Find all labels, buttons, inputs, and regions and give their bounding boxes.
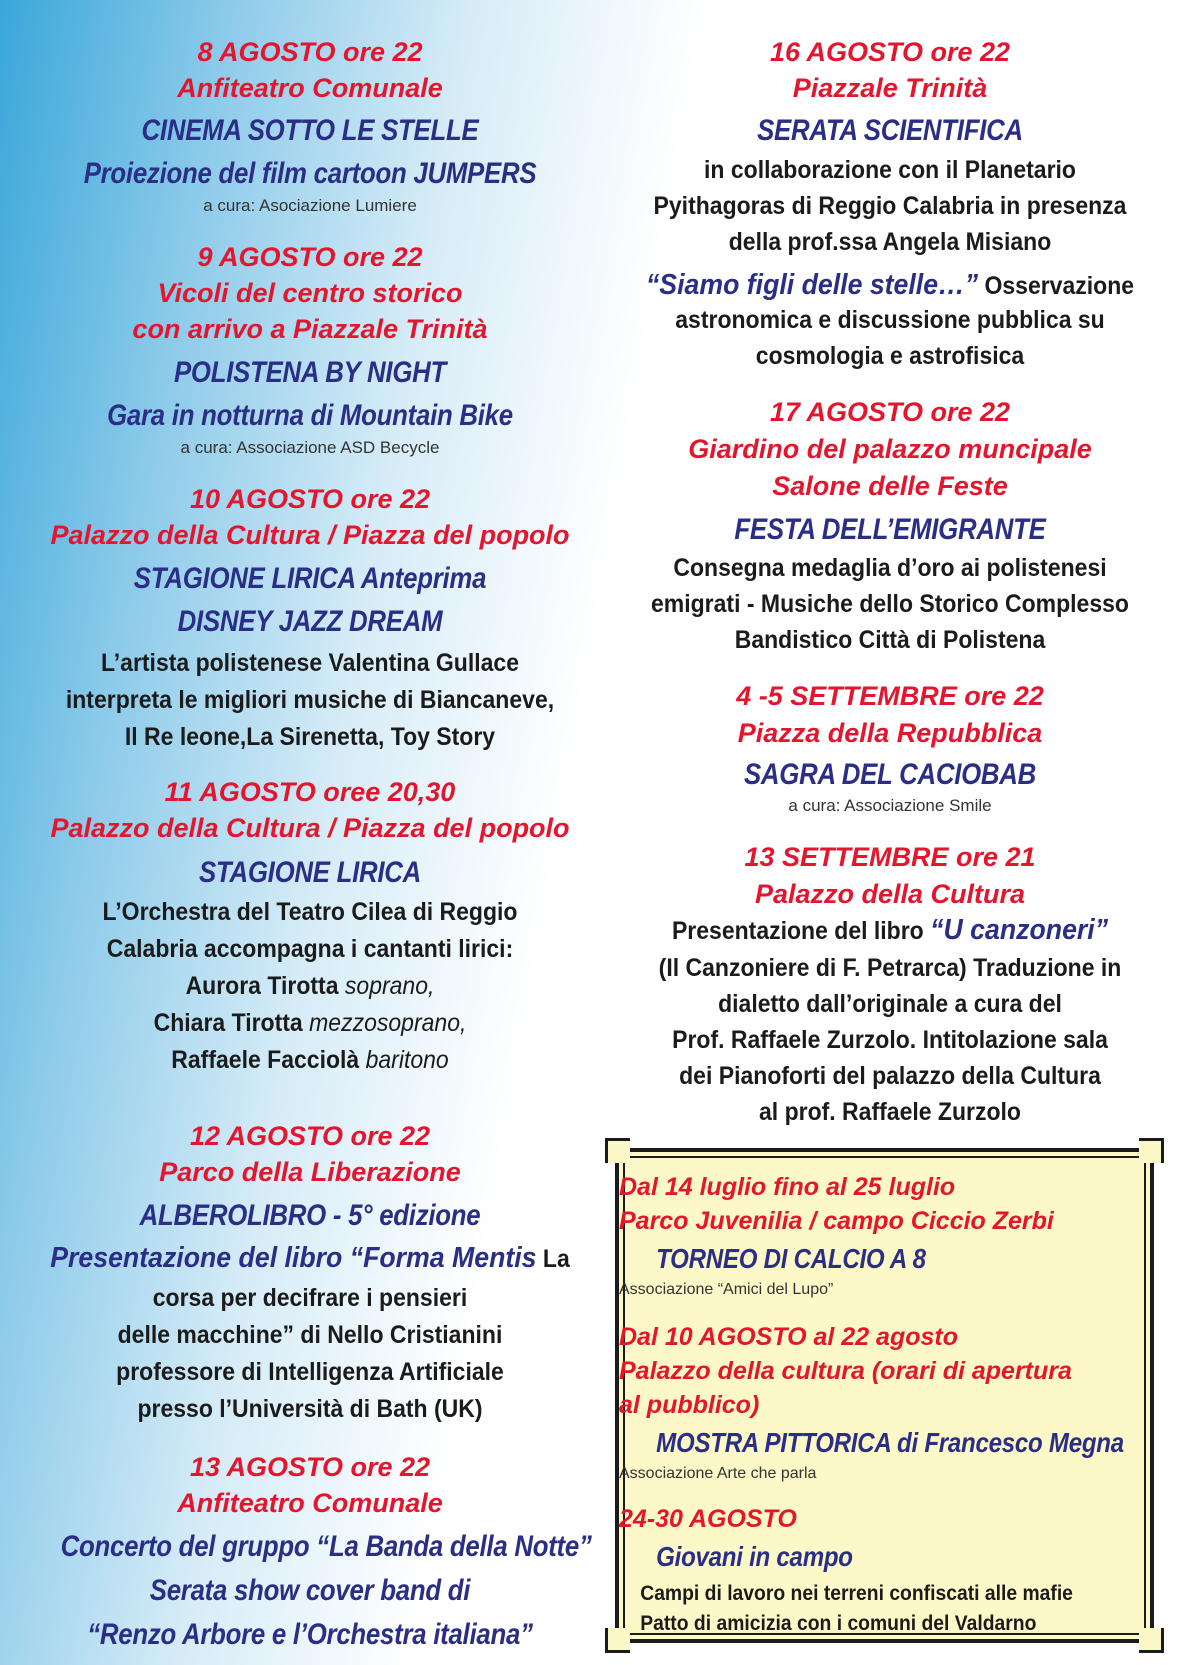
- singer-role: soprano,: [344, 972, 435, 1000]
- event-description: L’Orchestra del Teatro Cilea di Reggio: [102, 898, 518, 926]
- event-place: Parco della Liberazione: [159, 1157, 461, 1187]
- singer-line: [43, 1047, 577, 1075]
- event-title: “Renzo Arbore e l’Orchestra italiana”: [87, 1618, 533, 1651]
- event-description: in collaborazione con il Planetario: [704, 156, 1076, 184]
- event-date: Dal 14 luglio fino al 25 luglio: [619, 1173, 956, 1201]
- event-date: 24-30 AGOSTO: [619, 1505, 797, 1533]
- event-title: STAGIONE LIRICA: [198, 856, 422, 889]
- event-place: Piazzale Trinità: [792, 73, 988, 103]
- event-title: POLISTENA BY NIGHT: [173, 356, 447, 389]
- event-credit: a cura: Associazione ASD Becycle: [180, 438, 440, 457]
- book-presentation-tail: La: [536, 1245, 570, 1273]
- event-description: Presentazione del libro: [671, 917, 931, 945]
- event-description: emigrati - Musiche dello Storico Complesso: [651, 590, 1129, 618]
- event-title: Concerto del gruppo “La Banda della Notte”: [60, 1530, 592, 1563]
- event-title: SERATA SCIENTIFICA: [757, 114, 1023, 147]
- event-title: STAGIONE LIRICA Anteprima: [133, 562, 487, 595]
- event-credit: Associazione “Amici del Lupo”: [619, 1281, 834, 1298]
- event-title: Giovani in campo: [656, 1541, 853, 1572]
- event-place: Palazzo della cultura (orari di apertura: [619, 1357, 1072, 1385]
- frame-corner: [605, 1138, 630, 1163]
- event-date: 11 AGOSTO oree 20,30: [164, 777, 456, 807]
- singer-name: Aurora Tirotta: [185, 972, 339, 1000]
- event-place: Anfiteatro Comunale: [177, 73, 443, 103]
- event-credit: a cura: Associazione Smile: [788, 796, 992, 815]
- event-description: delle macchine” di Nello Cristianini: [117, 1321, 503, 1349]
- quote-line: [637, 270, 1143, 302]
- event-description: Il Re leone,La Sirenetta, Toy Story: [124, 723, 496, 751]
- event-place: Palazzo della Cultura: [754, 879, 1026, 909]
- event-place: Giardino del palazzo muncipale: [688, 434, 1092, 464]
- singer-line: [43, 1010, 577, 1038]
- event-description: Osservazione: [978, 272, 1135, 300]
- frame-corner: [605, 1628, 630, 1653]
- event-title: CINEMA SOTTO LE STELLE: [141, 114, 479, 147]
- event-title: TORNEO DI CALCIO A 8: [656, 1243, 926, 1274]
- event-credit: Associazione Arte che parla: [619, 1465, 817, 1482]
- event-quote: “Siamo figli delle stelle…”: [645, 269, 979, 301]
- event-date: 4 -5 SETTEMBRE ore 22: [736, 681, 1044, 711]
- singer-line: [43, 973, 577, 1001]
- event-subtitle: Proiezione del film cartoon JUMPERS: [83, 157, 537, 190]
- event-description: della prof.ssa Angela Misiano: [728, 228, 1052, 256]
- event-description: corsa per decifrare i pensieri: [152, 1284, 468, 1312]
- event-place: con arrivo a Piazzale Trinità: [132, 314, 488, 344]
- event-place: Vicoli del centro storico: [157, 278, 463, 308]
- event-date: 17 AGOSTO ore 22: [769, 397, 1011, 427]
- event-date: 12 AGOSTO ore 22: [189, 1121, 431, 1151]
- event-date: 16 AGOSTO ore 22: [769, 37, 1011, 67]
- event-title: MOSTRA PITTORICA di Francesco Megna: [656, 1427, 1124, 1458]
- event-description: astronomica e discussione pubblica su: [675, 306, 1105, 334]
- singer-name: Chiara Tirotta: [153, 1009, 303, 1037]
- event-subtitle: Gara in notturna di Mountain Bike: [107, 399, 513, 432]
- book-presentation-title: Presentazione del libro “Forma Mentis: [50, 1242, 537, 1274]
- event-title: DISNEY JAZZ DREAM: [177, 605, 443, 638]
- event-date: Dal 10 AGOSTO al 22 agosto: [619, 1323, 959, 1351]
- event-description: dialetto dall’originale a cura del: [718, 990, 1062, 1018]
- event-description: cosmologia e astrofisica: [755, 342, 1025, 370]
- singer-name: Raffaele Facciolà: [171, 1046, 360, 1074]
- event-description: presso l’Università di Bath (UK): [137, 1395, 483, 1423]
- event-place: Palazzo della Cultura / Piazza del popolo: [50, 813, 570, 843]
- event-date: 9 AGOSTO ore 22: [197, 242, 423, 272]
- event-description: Prof. Raffaele Zurzolo. Intitolazione sala: [672, 1026, 1108, 1054]
- event-description: Pyithagoras di Reggio Calabria in presenza: [653, 192, 1127, 220]
- event-description: Campi di lavoro nei terreni confiscati alle mafie: [640, 1582, 1073, 1605]
- event-description: L’artista polistenese Valentina Gullace: [100, 649, 519, 677]
- event-date: 10 AGOSTO ore 22: [189, 484, 431, 514]
- event-description: Consegna medaglia d’oro ai polistenesi: [673, 554, 1107, 582]
- event-description: al prof. Raffaele Zurzolo: [759, 1098, 1021, 1126]
- event-title: Serata show cover band di: [149, 1574, 471, 1607]
- event-date: 8 AGOSTO ore 22: [197, 37, 423, 67]
- book-line: [637, 915, 1143, 947]
- event-description: Patto di amicizia con i comuni del Valdarno: [640, 1612, 1037, 1635]
- event-description: professore di Intelligenza Artificiale: [116, 1358, 504, 1386]
- book-presentation: [43, 1243, 577, 1275]
- book-title: “U canzoneri”: [930, 914, 1109, 946]
- event-place: Palazzo della Cultura / Piazza del popolo: [50, 520, 570, 550]
- event-title: FESTA DELL’EMIGRANTE: [734, 513, 1046, 546]
- event-description: interpreta le migliori musiche di Biancaneve,: [65, 686, 555, 714]
- highlight-box: [615, 1148, 1154, 1643]
- singer-role: mezzosoprano,: [309, 1009, 467, 1037]
- event-description: (Il Canzoniere di F. Petrarca) Traduzione in: [658, 954, 1122, 982]
- event-place: Piazza della Repubblica: [737, 718, 1043, 748]
- singer-role: baritono: [365, 1046, 449, 1074]
- frame-corner: [1139, 1138, 1164, 1163]
- event-date: 13 AGOSTO ore 22: [189, 1452, 431, 1482]
- event-description: Calabria accompagna i cantanti lirici:: [106, 935, 514, 963]
- event-title: SAGRA DEL CACIOBAB: [743, 758, 1037, 791]
- frame-corner: [1139, 1628, 1164, 1653]
- event-title: ALBEROLIBRO - 5° edizione: [139, 1199, 481, 1232]
- event-place: Anfiteatro Comunale: [177, 1488, 443, 1518]
- event-date: 13 SETTEMBRE ore 21: [744, 842, 1036, 872]
- event-description: dei Pianoforti del palazzo della Cultura: [679, 1062, 1101, 1090]
- event-place: Salone delle Feste: [772, 471, 1008, 501]
- event-place: al pubblico): [619, 1391, 760, 1419]
- event-credit: a cura: Asociazione Lumiere: [203, 196, 417, 215]
- event-place: Parco Juvenilia / campo Ciccio Zerbi: [619, 1207, 1054, 1235]
- event-description: Bandistico Città di Polistena: [734, 626, 1046, 654]
